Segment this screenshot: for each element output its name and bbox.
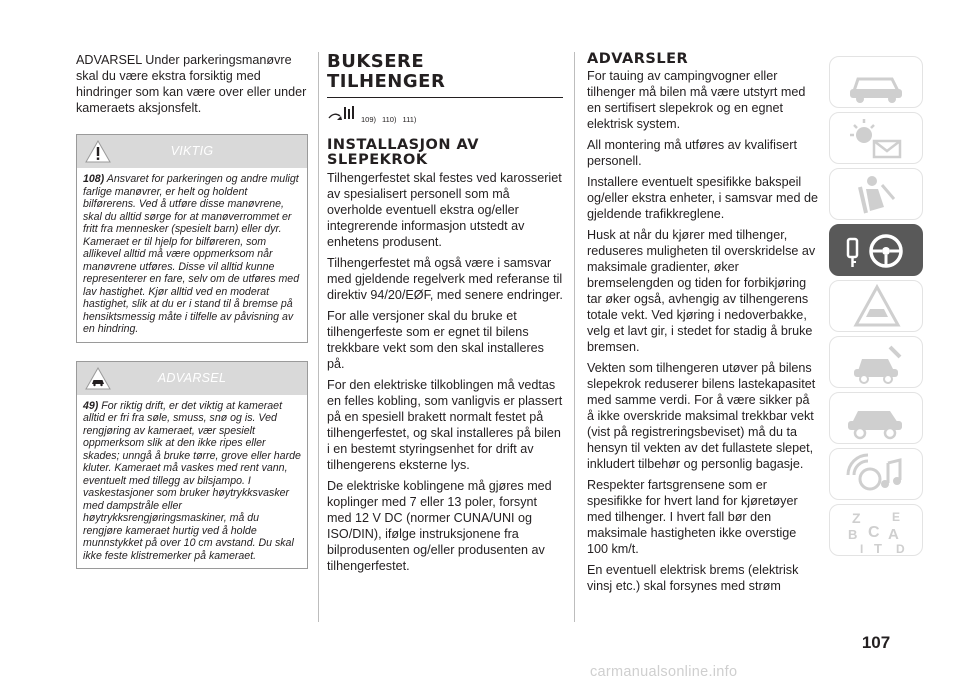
column-divider xyxy=(318,52,319,622)
multimedia-icon xyxy=(830,449,924,501)
tab-index[interactable] xyxy=(829,504,923,556)
body-paragraph: Tilhengerfestet skal festes ved karosseriet av spesialisert personell som må overholde eventuell ekstra og/eller integrerende informasjon utstedt av enhetens produsent. xyxy=(327,171,562,249)
advarsel-box-text: For riktig drift, er det viktig at kameraet alltid er fri fra søle, smuss, snø og is. Ved rengjøring av kameraet, vær spesielt oppmerksom slik at den ikke ripes eller skades; unngå å bruke tørre, grove eller harde kluter. Kameraet må vaskes med rent vann, eventuelt med tillegg av bilsjampo. I vaskestasjoner som bruker høytrykksvasker med dampstråle eller høytrykksrengjøringsmaskiner, må du rengjøre kameraet hurtig ved å holde munnstykket på over 10 cm avstand. Du skal ikke feste klistremerker på kameraet. xyxy=(83,399,301,562)
ref-111: 111) xyxy=(402,115,417,124)
alphabetical-index-icon xyxy=(830,505,924,557)
index-letter: T xyxy=(874,541,882,556)
body-paragraph: All montering må utføres av kvalifisert personell. xyxy=(587,138,797,168)
tab-multimedia[interactable] xyxy=(829,448,923,500)
viktig-box-title: VIKTIG xyxy=(170,144,214,158)
tab-getting-to-know-car[interactable] xyxy=(829,56,923,108)
ref-109: 109) xyxy=(361,115,377,124)
maintenance-car-icon xyxy=(830,337,924,389)
tab-maintenance[interactable] xyxy=(829,336,923,388)
advarsler-heading: ADVARSLER xyxy=(587,51,689,67)
left-column xyxy=(76,52,308,569)
tab-lights-warnings[interactable] xyxy=(829,112,923,164)
section-title-rule xyxy=(327,97,563,98)
advarsel-box-number: 49) xyxy=(83,399,99,412)
body-paragraph: Installere eventuelt spesifikke bakspeil og/eller ekstra enheter, i samsvar med de gjeldende trafikkreglene. xyxy=(587,175,818,221)
tab-technical-data[interactable] xyxy=(829,392,923,444)
body-paragraph: De elektriske koblingene må gjøres med koplinger med 7 eller 13 poler, forsynt med 12 V DC (normer CUNA/UNI og ISO/DIN), ifølge instruksjonene fra bilprodusenten og/eller produsenten av tilhengerfestet. xyxy=(327,479,552,573)
chapter-tabs xyxy=(829,56,923,560)
viktig-box-text: Ansvaret for parkeringen og andre muligt farlige manøvrer, er helt og holdent bilførerens. Ved å utføre disse manøvrene, skal du alltid sørge for at manøverrommet er fritt fra mennesker (spesielt barn) eller dyr. Kameraet er til hjelp for bilføreren, som allikevel alltid må være oppmerksom når manøvrene utføres. Disse vil alltid kunne representerer en fare, selv om de utføres med lav hastighet. Kjør alltid ved en moderat hastighet, slik at du er i stand til å bremse på hensiktsmessig måte i tilfelle av påvisning av en hindring. xyxy=(83,173,300,335)
car-dashboard-icon xyxy=(830,57,924,109)
advarsel-box-title: ADVARSEL xyxy=(157,370,227,385)
key-steering-wheel-icon xyxy=(830,225,924,277)
body-paragraph: For alle versjoner skal du bruke et tilhengerfeste som er egnet til bilens trekkbare vekt som den skal installeres på. xyxy=(327,309,544,371)
advarsel-box-header xyxy=(77,362,307,395)
watermark: carmanualsonline.info xyxy=(590,664,738,680)
section-title-line1: BUKSERE xyxy=(327,51,425,72)
page-number: 107 xyxy=(861,633,891,652)
lights-envelope-icon xyxy=(830,113,924,165)
seat-safety-icon xyxy=(830,169,924,221)
viktig-box-header xyxy=(77,135,307,168)
body-paragraph: Vekten som tilhengeren utøver på bilens slepekrok reduserer bilens lastekapasitet med samme verdi. For å være sikker på å ikke overskride maksimal trekkbar vekt (vist på registreringsbeviset) må du ta hensyn til vekten av det fullastete slepet, inkludert tilbehør og personlig bagasje. xyxy=(587,361,816,471)
subheading: INSTALLASJON AV SLEPEKROK xyxy=(327,137,479,168)
technical-data-icon xyxy=(830,393,924,445)
index-letter: Z xyxy=(852,510,861,526)
section-title-line2: TILHENGER xyxy=(327,71,446,92)
middle-column xyxy=(327,52,563,579)
index-letter: D xyxy=(896,542,905,556)
right-column xyxy=(587,52,819,599)
advarsel-box-body xyxy=(77,395,307,569)
warning-reference-icon xyxy=(327,104,355,124)
tab-safety[interactable] xyxy=(829,168,923,220)
body-paragraph: Tilhengerfestet må også være i samsvar med gjeldende regelverk med referanse til direktiv 94/20/EØF, med senere endringer. xyxy=(327,256,563,302)
intro-paragraph: ADVARSEL Under parkeringsmanøvre skal du være ekstra forsiktig med hindringer som kan være over eller under kameraets aksjonsfelt. xyxy=(76,53,307,115)
advarsel-box xyxy=(76,361,308,570)
viktig-box-body xyxy=(77,168,307,342)
body-paragraph: En eventuell elektrisk brems (elektrisk vinsj etc.) skal forsynes med strøm xyxy=(587,563,799,593)
viktig-box xyxy=(76,134,308,343)
tab-starting-driving[interactable] xyxy=(829,224,923,276)
emergency-warning-icon xyxy=(830,281,924,333)
ref-110: 110) xyxy=(382,115,397,124)
body-paragraph: For tauing av campingvogner eller tilhenger må bilen må være utstyrt med en sertifisert slepekrok og en egnet elektrisk system. xyxy=(587,69,806,131)
viktig-box-number: 108) xyxy=(83,173,105,185)
index-letter: A xyxy=(888,526,899,543)
index-letter: E xyxy=(892,510,901,524)
index-letter: I xyxy=(860,542,864,556)
body-paragraph: Respekter fartsgrensene som er spesifikke for hvert land for kjøretøyer med tilhenger. I hvert fall bør den maksimale hastigheten ikke overstige 100 km/t. xyxy=(587,478,798,556)
index-letter: C xyxy=(868,524,880,541)
warning-references xyxy=(327,104,563,124)
body-paragraph: Husk at når du kjører med tilhenger, reduseres muligheten til overskridelse av maksimale gradienter, øker bremselengden og tiden for forbikjøring tar øker også, avhengig av tilhengerens totale vekt. Ved kjøring i nedoverbakke, velg et lavt gir, i stedet for stadig å bruke bremsen. xyxy=(587,228,816,354)
index-letter: B xyxy=(848,527,858,542)
body-paragraph: For den elektriske tilkoblingen må vedtas en felles kobling, som vanligvis er plassert på en spesiell brakett normalt festet på tilhengerfestet, og skal installeres på bilen i en bestemt styringsenhet for drift av tilhengerens eksterne lys. xyxy=(327,378,563,472)
tab-emergency[interactable] xyxy=(829,280,923,332)
column-divider xyxy=(574,52,575,622)
